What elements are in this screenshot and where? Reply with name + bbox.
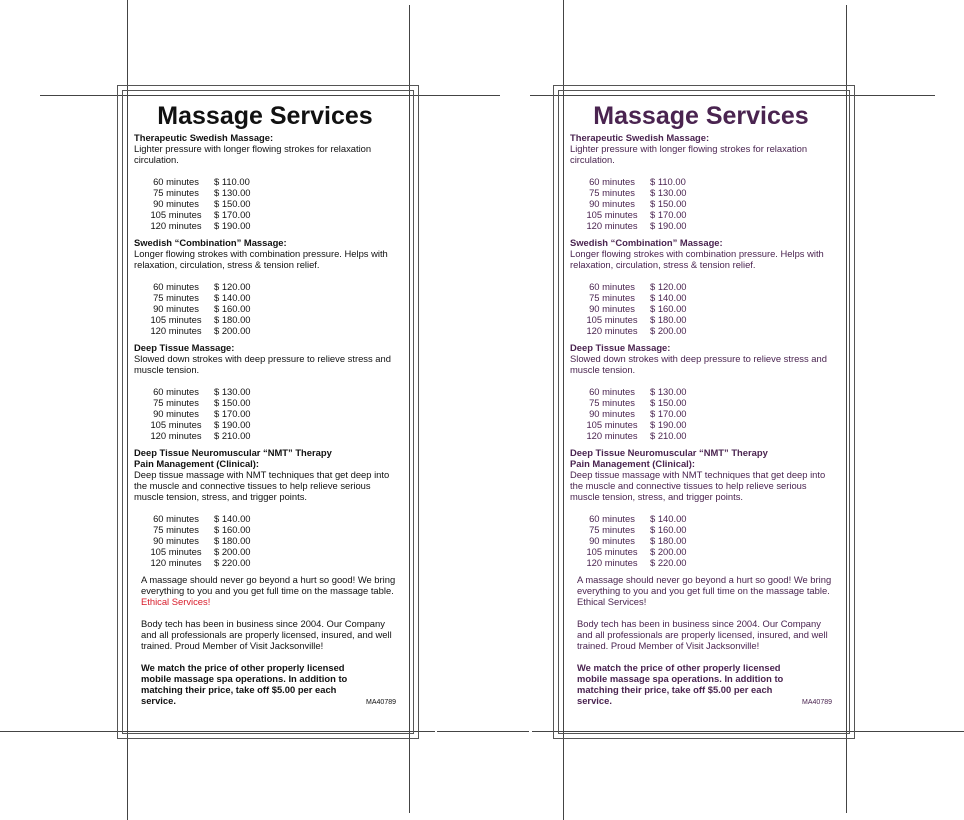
price-row: [574, 303, 687, 314]
duration: 120 minutes: [586, 430, 638, 441]
price-card-right: [553, 85, 855, 739]
price: $ 130.00: [650, 187, 687, 198]
duration: 90 minutes: [589, 198, 635, 209]
duration: 75 minutes: [153, 524, 199, 535]
price: $ 150.00: [214, 198, 251, 209]
price-row: [574, 176, 687, 187]
price-table: [138, 386, 251, 441]
price: $ 190.00: [650, 419, 687, 430]
price: $ 140.00: [214, 292, 251, 303]
price: $ 140.00: [650, 292, 687, 303]
price: $ 160.00: [214, 303, 251, 314]
price-table: [574, 176, 687, 231]
crop-mark: [475, 95, 499, 96]
price-row: [138, 198, 251, 209]
ad-code: MA40789: [366, 699, 396, 706]
price: $ 200.00: [650, 325, 687, 336]
service-name: Deep Tissue Massage:: [570, 342, 671, 353]
duration: 60 minutes: [589, 386, 635, 397]
duration: 75 minutes: [153, 292, 199, 303]
price-row: [138, 220, 251, 231]
service-name: Therapeutic Swedish Massage:: [134, 132, 274, 143]
service-name-line2: Pain Management (Clinical):: [134, 458, 260, 469]
duration: 75 minutes: [153, 397, 199, 408]
duration: 60 minutes: [589, 513, 635, 524]
price-row: [138, 386, 251, 397]
price-row: [138, 546, 251, 557]
price-row: [574, 513, 687, 524]
price-row: [138, 430, 251, 441]
duration: 105 minutes: [150, 546, 202, 557]
price-row: [138, 209, 251, 220]
duration: 60 minutes: [589, 176, 635, 187]
price: $ 180.00: [650, 535, 687, 546]
price-table: [574, 513, 687, 568]
price-row: [574, 209, 687, 220]
price-row: [574, 524, 687, 535]
duration: 75 minutes: [589, 187, 635, 198]
price: $ 110.00: [650, 176, 686, 187]
service-description: Longer flowing strokes with combination pressure. Helps with relaxation, circulation, stress & tension relief.: [570, 248, 824, 270]
price: $ 190.00: [650, 220, 687, 231]
duration: 105 minutes: [586, 419, 638, 430]
price-row: [574, 292, 687, 303]
price-row: [138, 397, 251, 408]
duration: 120 minutes: [586, 557, 638, 568]
duration: 90 minutes: [153, 198, 199, 209]
price-row: [574, 546, 687, 557]
duration: 90 minutes: [153, 408, 199, 419]
crop-mark: [437, 731, 529, 732]
price: $ 190.00: [214, 419, 251, 430]
duration: 90 minutes: [589, 303, 635, 314]
price: $ 170.00: [650, 209, 687, 220]
price-row: [138, 187, 251, 198]
duration: 120 minutes: [150, 325, 202, 336]
price: $ 110.00: [214, 176, 250, 187]
duration: 120 minutes: [150, 220, 202, 231]
card-title: Massage Services: [593, 102, 809, 130]
price: $ 160.00: [214, 524, 251, 535]
duration: 120 minutes: [586, 220, 638, 231]
price-row: [574, 281, 687, 292]
price-row: [138, 419, 251, 430]
price: $ 140.00: [214, 513, 251, 524]
price: $ 220.00: [650, 557, 687, 568]
price-match-note: We match the price of other properly licensed mobile massage spa operations. In addition to matching their price, take off $5.00 per each service.: [577, 662, 784, 706]
price: $ 150.00: [214, 397, 251, 408]
duration: 60 minutes: [153, 281, 199, 292]
duration: 105 minutes: [586, 314, 638, 325]
price: $ 220.00: [214, 557, 251, 568]
ethical-services-highlight: Ethical Services!: [141, 596, 211, 607]
price: $ 170.00: [214, 408, 251, 419]
price: $ 120.00: [650, 281, 687, 292]
duration: 105 minutes: [150, 419, 202, 430]
duration: 90 minutes: [589, 535, 635, 546]
price: $ 130.00: [214, 187, 251, 198]
price-row: [138, 314, 251, 325]
price: $ 170.00: [214, 209, 251, 220]
card-content: [570, 102, 832, 706]
price-row: [574, 397, 687, 408]
price-row: [574, 220, 687, 231]
price-row: [574, 386, 687, 397]
price: $ 170.00: [650, 408, 687, 419]
price-row: [138, 557, 251, 568]
service-description: Lighter pressure with longer flowing strokes for relaxation circulation.: [134, 143, 372, 165]
price-row: [138, 325, 251, 336]
service-description: Deep tissue massage with NMT techniques that get deep into the muscle and connective tissues to help relieve serious muscle tension, stress, and trigger points.: [134, 469, 390, 502]
business-note: Body tech has been in business since 2004. Our Company and all professionals are properly licensed, insured, and well trained. Proud Member of Visit Jacksonville!: [577, 618, 828, 651]
price-table: [138, 513, 251, 568]
duration: 120 minutes: [150, 557, 202, 568]
service-name: Therapeutic Swedish Massage:: [570, 132, 710, 143]
price: $ 200.00: [214, 325, 251, 336]
promise-note: [141, 574, 396, 607]
price-table: [574, 386, 687, 441]
price: $ 180.00: [650, 314, 687, 325]
duration: 120 minutes: [150, 430, 202, 441]
price-row: [138, 176, 251, 187]
promise-text: A massage should never go beyond a hurt so good! We bring everything to you and you get full time on the massage table.: [141, 574, 396, 596]
duration: 60 minutes: [589, 281, 635, 292]
service-name: Swedish “Combination” Massage:: [570, 237, 723, 248]
price-row: [574, 557, 687, 568]
price: $ 130.00: [650, 386, 687, 397]
service-name: Deep Tissue Neuromuscular “NMT” Therapy: [134, 447, 332, 458]
price-row: [138, 408, 251, 419]
price-row: [574, 325, 687, 336]
price-row: [138, 513, 251, 524]
ethical-services-highlight: Ethical Services!: [577, 596, 647, 607]
price-row: [574, 408, 687, 419]
duration: 75 minutes: [589, 397, 635, 408]
ad-code: MA40789: [802, 699, 832, 706]
price: $ 180.00: [214, 314, 251, 325]
price: $ 210.00: [650, 430, 687, 441]
price: $ 210.00: [214, 430, 251, 441]
price-row: [138, 524, 251, 535]
price: $ 180.00: [214, 535, 251, 546]
price-row: [138, 292, 251, 303]
price: $ 160.00: [650, 303, 687, 314]
service-description: Slowed down strokes with deep pressure to relieve stress and muscle tension.: [570, 353, 827, 375]
business-note: Body tech has been in business since 2004. Our Company and all professionals are properly licensed, insured, and well trained. Proud Member of Visit Jacksonville!: [141, 618, 392, 651]
service-name: Deep Tissue Massage:: [134, 342, 235, 353]
service-name-line2: Pain Management (Clinical):: [570, 458, 696, 469]
service-description: Slowed down strokes with deep pressure to relieve stress and muscle tension.: [134, 353, 391, 375]
card-content: [134, 102, 396, 706]
service-name: Swedish “Combination” Massage:: [134, 237, 287, 248]
price-row: [574, 535, 687, 546]
service-description: Lighter pressure with longer flowing strokes for relaxation circulation.: [570, 143, 808, 165]
price: $ 160.00: [650, 524, 687, 535]
price-row: [138, 303, 251, 314]
duration: 105 minutes: [586, 209, 638, 220]
duration: 105 minutes: [586, 546, 638, 557]
price: $ 190.00: [214, 220, 251, 231]
price: $ 140.00: [650, 513, 687, 524]
promise-note: [577, 574, 832, 607]
price-row: [138, 281, 251, 292]
price-row: [574, 314, 687, 325]
duration: 105 minutes: [150, 209, 202, 220]
duration: 90 minutes: [153, 303, 199, 314]
duration: 120 minutes: [586, 325, 638, 336]
duration: 75 minutes: [153, 187, 199, 198]
duration: 90 minutes: [589, 408, 635, 419]
promise-text: A massage should never go beyond a hurt so good! We bring everything to you and you get full time on the massage table.: [577, 574, 832, 596]
price: $ 200.00: [214, 546, 251, 557]
price-row: [138, 535, 251, 546]
service-description: Longer flowing strokes with combination pressure. Helps with relaxation, circulation, stress & tension relief.: [134, 248, 388, 270]
duration: 105 minutes: [150, 314, 202, 325]
card-title: Massage Services: [157, 102, 373, 130]
price-row: [574, 430, 687, 441]
price-card-left: [117, 85, 419, 739]
duration: 60 minutes: [153, 386, 199, 397]
price-row: [574, 198, 687, 209]
price: $ 150.00: [650, 397, 687, 408]
price: $ 130.00: [214, 386, 251, 397]
price-table: [138, 281, 251, 336]
duration: 60 minutes: [153, 513, 199, 524]
service-name: Deep Tissue Neuromuscular “NMT” Therapy: [570, 447, 768, 458]
price-row: [574, 187, 687, 198]
price: $ 120.00: [214, 281, 251, 292]
service-description: Deep tissue massage with NMT techniques that get deep into the muscle and connective tissues to help relieve serious muscle tension, stress, and trigger points.: [570, 469, 826, 502]
price: $ 150.00: [650, 198, 687, 209]
duration: 90 minutes: [153, 535, 199, 546]
price-table: [138, 176, 251, 231]
price-match-note: We match the price of other properly licensed mobile massage spa operations. In addition to matching their price, take off $5.00 per each service.: [141, 662, 348, 706]
duration: 75 minutes: [589, 292, 635, 303]
price-table: [574, 281, 687, 336]
duration: 60 minutes: [153, 176, 199, 187]
duration: 75 minutes: [589, 524, 635, 535]
price: $ 200.00: [650, 546, 687, 557]
price-row: [574, 419, 687, 430]
